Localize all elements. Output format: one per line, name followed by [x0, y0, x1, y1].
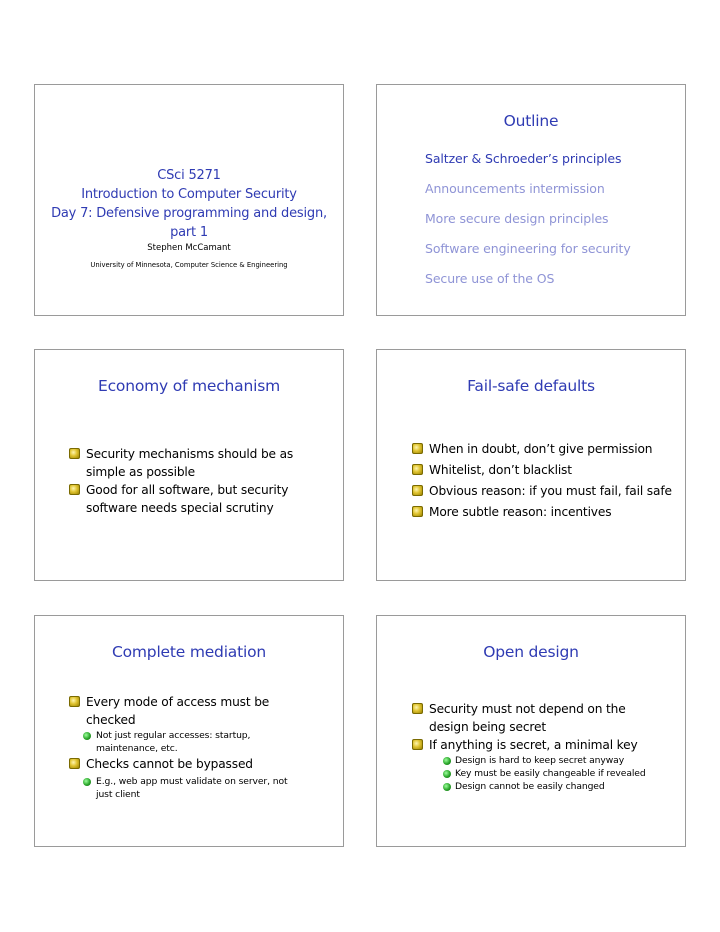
bullet-item: Security mechanisms should be as simple as possible [69, 445, 293, 481]
outline-item: Secure use of the OS [425, 271, 555, 286]
lecture-title-line1: Day 7: Defensive programming and design, [51, 206, 327, 221]
bullet-item: Every mode of access must be checked [69, 693, 287, 729]
sub-bullet-group [412, 754, 646, 793]
yellow-bullet-icon [69, 758, 80, 769]
outline-item: Announcements intermission [425, 181, 605, 196]
slide-complete-mediation [34, 615, 344, 847]
green-bullet-icon [443, 783, 451, 791]
bullet-list [69, 693, 287, 801]
bullet-list [412, 700, 646, 793]
sub-bullet-item: Not just regular accesses: startup, maintenance, etc. [69, 729, 287, 755]
bullet-list [412, 440, 672, 521]
bullet-item: Whitelist, don’t blacklist [412, 461, 672, 479]
slide-fail-safe-defaults [376, 349, 686, 581]
bullet-item: Obvious reason: if you must fail, fail safe [412, 482, 672, 500]
outline-item: More secure design principles [425, 211, 609, 226]
green-bullet-icon [83, 778, 91, 786]
yellow-bullet-icon [412, 703, 423, 714]
bullet-item: When in doubt, don’t give permission [412, 440, 672, 458]
bullet-item: Security must not depend on the design being secret [412, 700, 646, 736]
yellow-bullet-icon [412, 464, 423, 475]
yellow-bullet-icon [412, 506, 423, 517]
bullet-list [69, 445, 293, 517]
yellow-bullet-icon [412, 739, 423, 750]
slide-title-text: Fail-safe defaults [467, 377, 595, 395]
author-name: Stephen McCamant [147, 243, 231, 253]
slide-title-text: Outline [503, 112, 559, 130]
bullet-item: If anything is secret, a minimal key [412, 736, 646, 754]
green-bullet-icon [443, 770, 451, 778]
sub-bullet-item: Design cannot be easily changed [412, 780, 646, 793]
yellow-bullet-icon [412, 443, 423, 454]
slide-title-text: Open design [483, 643, 579, 661]
yellow-bullet-icon [69, 448, 80, 459]
sub-bullet-item: Key must be easily changeable if revealed [412, 767, 646, 780]
bullet-item: Checks cannot be bypassed [69, 755, 287, 773]
outline-list [425, 150, 631, 300]
sub-bullet-group [69, 775, 287, 801]
bullet-item: More subtle reason: incentives [412, 503, 672, 521]
yellow-bullet-icon [69, 696, 80, 707]
author-affiliation: University of Minnesota, Computer Science & Engineering [90, 261, 288, 269]
green-bullet-icon [83, 732, 91, 740]
green-bullet-icon [443, 757, 451, 765]
yellow-bullet-icon [412, 485, 423, 496]
slide-title-text: Complete mediation [112, 643, 266, 661]
sub-bullet-group [69, 729, 287, 755]
slide-outline [376, 84, 686, 316]
outline-item: Software engineering for security [425, 241, 631, 256]
slide-open-design [376, 615, 686, 847]
slide-title [34, 84, 344, 316]
sub-bullet-item: Design is hard to keep secret anyway [412, 754, 646, 767]
yellow-bullet-icon [69, 484, 80, 495]
slide-economy-of-mechanism [34, 349, 344, 581]
course-number: CSci 5271 [157, 168, 221, 183]
title-block [35, 166, 343, 242]
lecture-title-line2: part 1 [170, 225, 208, 240]
sub-bullet-item: E.g., web app must validate on server, not just client [69, 775, 287, 801]
slide-title-text: Economy of mechanism [98, 377, 280, 395]
bullet-item: Good for all software, but security software needs special scrutiny [69, 481, 293, 517]
course-name: Introduction to Computer Security [81, 187, 297, 202]
outline-item: Saltzer & Schroeder’s principles [425, 151, 622, 166]
